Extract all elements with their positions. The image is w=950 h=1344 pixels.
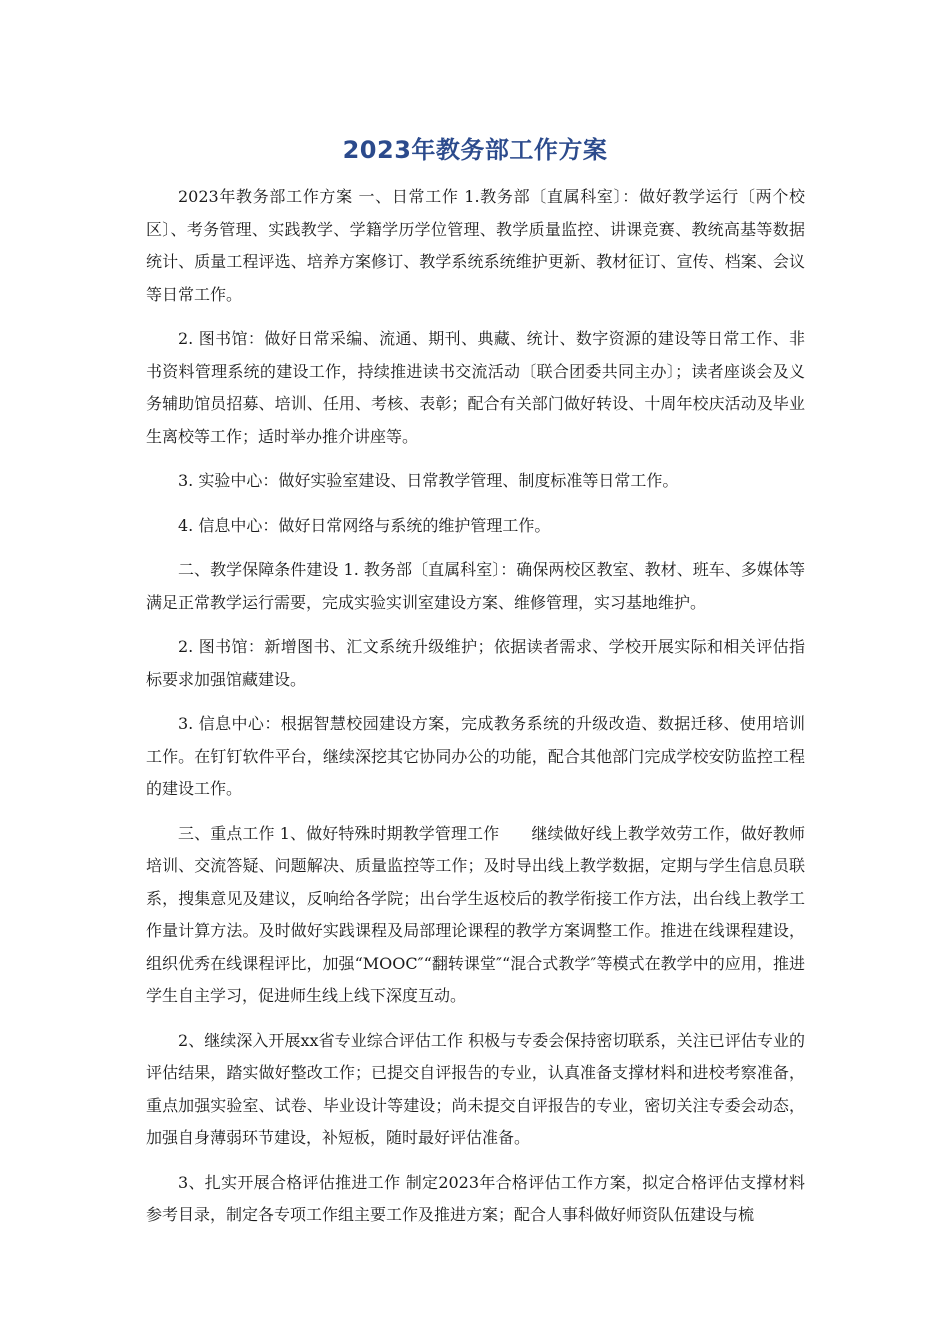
paragraph-key-work-qualification: 3、扎实开展合格评估推进工作 制定2023年合格评估工作方案，拟定合格评估支撑材料参考目录，制定各专项工作组主要工作及推进方案；配合人事科做好师资队伍建设与梳 bbox=[146, 1172, 805, 1224]
paragraph-key-work-evaluation: 2、继续深入开展xx省专业综合评估工作 积极与专委会保持密切联系，关注已评估专业的评估结果，踏实做好整改工作；已提交自评报告的专业，认真准备支撑材料和进校考察准备，重点加强实验室、试卷、毕业设计等建设；尚未提交自评报告的专业，密切关注专委会动态，加强自身薄弱环节建设，补短板，随时最好评估准备。 bbox=[146, 1030, 805, 1147]
paragraph-daily-work: 2023年教务部工作方案 一、日常工作 1.教务部〔直属科室〕：做好教学运行〔两个校区〕、考务管理、实践教学、学籍学历学位管理、教学质量监控、讲课竞赛、教统高基等数据统计、质量工程评选、培养方案修订、教学系统系统维护更新、教材征订、宣传、档案、会议等日常工作。 bbox=[146, 187, 805, 304]
paragraph-info-center: 4. 信息中心：做好日常网络与系统的维护管理工作。 bbox=[178, 515, 551, 535]
paragraph-info-center-upgrade: 3. 信息中心：根据智慧校园建设方案，完成教务系统的升级改造、数据迁移、使用培训工作。在钉钉软件平台，继续深挖其它协同办公的功能，配合其他部门完成学校安防监控工程的建设工作。 bbox=[146, 714, 805, 798]
paragraph-library: 2. 图书馆：做好日常采编、流通、期刊、典藏、统计、数字资源的建设等日常工作、非书资料管理系统的建设工作，持续推进读书交流活动〔联合团委共同主办〕；读者座谈会及义务辅助馆员招募、培训、任用、考核、表彰；配合有关部门做好转设、十周年校庆活动及毕业生离校等工作；适时举办推介讲座等。 bbox=[146, 329, 805, 446]
document-body bbox=[146, 181, 805, 1244]
paragraph-library-collection: 2. 图书馆：新增图书、汇文系统升级维护；依据读者需求、学校开展实际和相关评估指标要求加强馆藏建设。 bbox=[146, 637, 805, 689]
document-title: 2023年教务部工作方案 bbox=[342, 136, 608, 164]
paragraph-key-work-online-teaching: 三、重点工作 1、做好特殊时期教学管理工作 继续做好线上教学效劳工作，做好教师培训、交流答疑、问题解决、质量监控等工作；及时导出线上教学数据，定期与学生信息员联系，搜集意见及建议，反响给各学院；出台学生返校后的教学衔接工作方法，出台线上教学工作量计算方法。及时做好实践课程及局部理论课程的教学方案调整工作。推进在线课程建设，组织优秀在线课程评比，加强“MOOC″“翻转课堂″“混合式教学″等模式在教学中的应用，推进学生自主学习，促进师生线上线下深度互动。 bbox=[146, 823, 805, 1005]
paragraph-teaching-support: 二、教学保障条件建设 1. 教务部〔直属科室〕：确保两校区教室、教材、班车、多媒体等满足正常教学运行需要，完成实验实训室建设方案、维修管理，实习基地维护。 bbox=[146, 560, 805, 612]
paragraph-lab-center: 3. 实验中心：做好实验室建设、日常教学管理、制度标准等日常工作。 bbox=[178, 471, 679, 490]
